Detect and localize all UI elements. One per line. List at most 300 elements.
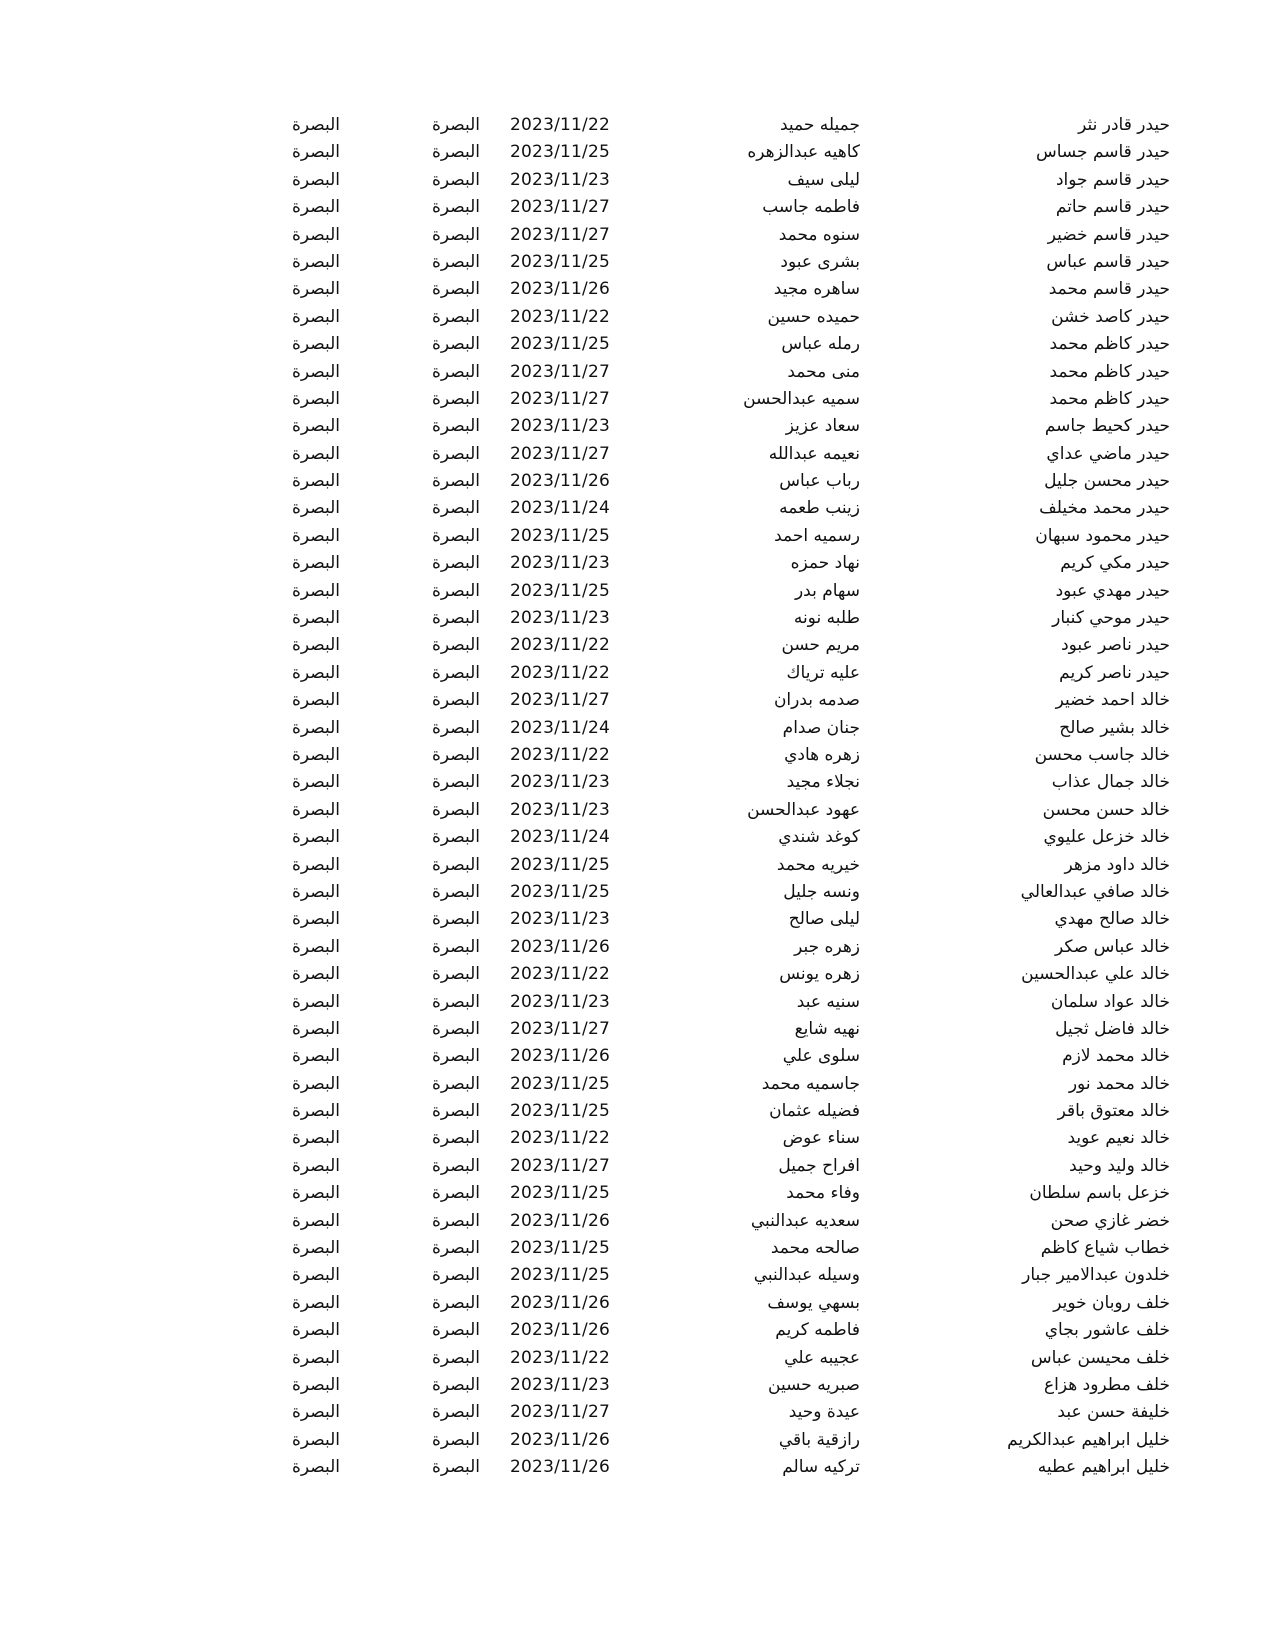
city-cell: البصرة (431, 279, 480, 300)
mother-name-cell: جاسميه محمد (761, 1073, 860, 1094)
person-name-cell: خالد داود مزهر (1064, 854, 1170, 875)
date-cell: 2023/11/22 (510, 306, 610, 327)
table-row (291, 386, 1180, 413)
person-name-cell: خليل ابراهيم عطيه (1037, 1457, 1170, 1478)
mother-name-cell: طلبه نونه (793, 608, 860, 629)
province-cell: البصرة (291, 443, 340, 464)
date-cell: 2023/11/25 (510, 334, 610, 355)
table-row (291, 769, 1180, 796)
person-name-cell: خالد وليد وحيد (1069, 1155, 1170, 1176)
province-cell: البصرة (291, 416, 340, 437)
person-name-cell: خالد احمد خضير (1055, 690, 1170, 711)
city-cell: البصرة (431, 1183, 480, 1204)
table-row (291, 359, 1180, 386)
mother-name-cell: نعيمه عبدالله (768, 443, 860, 464)
date-cell: 2023/11/22 (510, 662, 610, 683)
mother-name-cell: صدمه بدران (773, 690, 860, 711)
city-cell: البصرة (431, 471, 480, 492)
province-cell: البصرة (291, 306, 340, 327)
city-cell: البصرة (431, 608, 480, 629)
table-row (291, 742, 1180, 769)
province-cell: البصرة (291, 854, 340, 875)
mother-name-cell: ليلى صالح (788, 909, 860, 930)
person-name-cell: خطاب شياع كاظم (1040, 1238, 1170, 1259)
mother-name-cell: سهام بدر (794, 580, 860, 601)
table-row (291, 906, 1180, 933)
mother-name-cell: فاطمه كريم (775, 1320, 860, 1341)
date-cell: 2023/11/25 (510, 881, 610, 902)
city-cell: البصرة (431, 416, 480, 437)
table-row (291, 824, 1180, 851)
date-cell: 2023/11/26 (510, 1429, 610, 1450)
date-cell: 2023/11/27 (510, 197, 610, 218)
person-name-cell: خالد محمد لازم (1062, 1046, 1170, 1067)
person-name-cell: خزعل باسم سلطان (1029, 1183, 1170, 1204)
mother-name-cell: سلوى علي (782, 1046, 860, 1067)
table-row (291, 1098, 1180, 1125)
person-name-cell: خالد بشير صالح (1059, 717, 1170, 738)
person-name-cell: خالد علي عبدالحسين (1021, 964, 1170, 985)
mother-name-cell: تركيه سالم (782, 1457, 860, 1478)
city-cell: البصرة (431, 1347, 480, 1368)
mother-name-cell: فضيله عثمان (769, 1101, 860, 1122)
person-name-cell: خلف روبان خوير (1053, 1292, 1170, 1313)
mother-name-cell: عليه ترياك (786, 662, 860, 683)
city-cell: البصرة (431, 1155, 480, 1176)
province-cell: البصرة (291, 471, 340, 492)
table-row (291, 660, 1180, 687)
person-name-cell: حيدر ماضي عداي (1046, 443, 1170, 464)
province-cell: البصرة (291, 1128, 340, 1149)
date-cell: 2023/11/25 (510, 1238, 610, 1259)
province-cell: البصرة (291, 1429, 340, 1450)
mother-name-cell: خيريه محمد (776, 854, 860, 875)
person-name-cell: حيدر قاسم خضير (1047, 224, 1170, 245)
city-cell: البصرة (431, 251, 480, 272)
date-cell: 2023/11/25 (510, 580, 610, 601)
city-cell: البصرة (431, 881, 480, 902)
table-row (291, 1208, 1180, 1235)
mother-name-cell: سعاد عزيز (785, 416, 860, 437)
date-cell: 2023/11/26 (510, 471, 610, 492)
city-cell: البصرة (431, 1265, 480, 1286)
mother-name-cell: زهره جبر (794, 936, 860, 957)
mother-name-cell: زهره هادي (784, 744, 860, 765)
person-name-cell: حيدر كاظم محمد (1049, 361, 1170, 382)
date-cell: 2023/11/23 (510, 799, 610, 820)
date-cell: 2023/11/22 (510, 1347, 610, 1368)
table-row (291, 139, 1180, 166)
mother-name-cell: وفاء محمد (786, 1183, 860, 1204)
date-cell: 2023/11/27 (510, 361, 610, 382)
person-name-cell: حيدر قاسم جواد (1055, 169, 1170, 190)
table-row (291, 1180, 1180, 1207)
city-cell: البصرة (431, 1101, 480, 1122)
province-cell: البصرة (291, 580, 340, 601)
city-cell: البصرة (431, 443, 480, 464)
province-cell: البصرة (291, 909, 340, 930)
person-name-cell: خالد صالح مهدي (1054, 909, 1170, 930)
person-name-cell: حيدر قاسم عباس (1046, 251, 1170, 272)
city-cell: البصرة (431, 1128, 480, 1149)
person-name-cell: خالد جاسب محسن (1034, 744, 1170, 765)
province-cell: البصرة (291, 498, 340, 519)
date-cell: 2023/11/25 (510, 142, 610, 163)
city-cell: البصرة (431, 197, 480, 218)
city-cell: البصرة (431, 361, 480, 382)
mother-name-cell: رمله عباس (781, 334, 860, 355)
mother-name-cell: زينب طعمه (779, 498, 860, 519)
date-cell: 2023/11/22 (510, 964, 610, 985)
mother-name-cell: بسهي يوسف (767, 1292, 860, 1313)
mother-name-cell: ليلى سيف (787, 169, 860, 190)
mother-name-cell: سناء عوض (782, 1128, 860, 1149)
mother-name-cell: وسيله عبدالنبي (753, 1265, 860, 1286)
table-row (291, 468, 1180, 495)
province-cell: البصرة (291, 1347, 340, 1368)
date-cell: 2023/11/23 (510, 1374, 610, 1395)
province-cell: البصرة (291, 608, 340, 629)
city-cell: البصرة (431, 854, 480, 875)
table-row (291, 331, 1180, 358)
table-row (291, 715, 1180, 742)
date-cell: 2023/11/27 (510, 690, 610, 711)
date-cell: 2023/11/27 (510, 443, 610, 464)
province-cell: البصرة (291, 991, 340, 1012)
mother-name-cell: صالحه محمد (770, 1238, 860, 1259)
table-row (291, 852, 1180, 879)
person-name-cell: حيدر قاسم جساس (1035, 142, 1170, 163)
mother-name-cell: نهاد حمزه (790, 553, 860, 574)
table-row (291, 249, 1180, 276)
person-name-cell: حيدر ناصر كريم (1059, 662, 1170, 683)
city-cell: البصرة (431, 991, 480, 1012)
mother-name-cell: سنيه عبد (796, 991, 860, 1012)
table-row (291, 441, 1180, 468)
person-name-cell: خالد صافي عبدالعالي (1020, 881, 1170, 902)
mother-name-cell: سعديه عبدالنبي (750, 1210, 860, 1231)
date-cell: 2023/11/23 (510, 991, 610, 1012)
province-cell: البصرة (291, 1046, 340, 1067)
table-row (291, 1235, 1180, 1262)
province-cell: البصرة (291, 964, 340, 985)
date-cell: 2023/11/27 (510, 1018, 610, 1039)
province-cell: البصرة (291, 1292, 340, 1313)
person-name-cell: خالد نعيم عويد (1067, 1128, 1170, 1149)
city-cell: البصرة (431, 1457, 480, 1478)
mother-name-cell: كوغد شندي (778, 827, 860, 848)
date-cell: 2023/11/27 (510, 1402, 610, 1423)
person-name-cell: حيدر مهدي عبود (1055, 580, 1170, 601)
province-cell: البصرة (291, 279, 340, 300)
table-row (291, 687, 1180, 714)
table-row (291, 961, 1180, 988)
mother-name-cell: جميله حميد (779, 115, 860, 135)
province-cell: البصرة (291, 717, 340, 738)
city-cell: البصرة (431, 827, 480, 848)
person-name-cell: حيدر قادر نثر (1078, 115, 1170, 135)
province-cell: البصرة (291, 169, 340, 190)
mother-name-cell: بشرى عبود (780, 251, 860, 272)
province-cell: البصرة (291, 525, 340, 546)
person-name-cell: خالد معتوق باقر (1057, 1101, 1170, 1122)
table-row (291, 1290, 1180, 1317)
person-name-cell: خالد محمد نور (1068, 1073, 1170, 1094)
date-cell: 2023/11/26 (510, 1046, 610, 1067)
city-cell: البصرة (431, 1018, 480, 1039)
table-row (291, 413, 1180, 440)
table-row (291, 578, 1180, 605)
city-cell: البصرة (431, 1238, 480, 1259)
person-name-cell: حيدر محمود سبهان (1035, 525, 1170, 546)
person-name-cell: خضر غازي صحن (1050, 1210, 1170, 1231)
table-row (291, 934, 1180, 961)
mother-name-cell: عجيبه علي (784, 1347, 860, 1368)
city-cell: البصرة (431, 690, 480, 711)
province-cell: البصرة (291, 1073, 340, 1094)
table-row (291, 304, 1180, 331)
province-cell: البصرة (291, 799, 340, 820)
city-cell: البصرة (431, 388, 480, 409)
province-cell: البصرة (291, 662, 340, 683)
date-cell: 2023/11/22 (510, 115, 610, 135)
city-cell: البصرة (431, 525, 480, 546)
mother-name-cell: رباب عباس (779, 471, 860, 492)
province-cell: البصرة (291, 1018, 340, 1039)
province-cell: البصرة (291, 361, 340, 382)
province-cell: البصرة (291, 1374, 340, 1395)
date-cell: 2023/11/24 (510, 498, 610, 519)
person-name-cell: خليل ابراهيم عبدالكريم (1007, 1429, 1170, 1450)
date-cell: 2023/11/26 (510, 1292, 610, 1313)
date-cell: 2023/11/26 (510, 1457, 610, 1478)
person-name-cell: خالد فاضل ثجيل (1055, 1018, 1170, 1039)
city-cell: البصرة (431, 1292, 480, 1313)
date-cell: 2023/11/25 (510, 1101, 610, 1122)
mother-name-cell: نجلاء مجيد (786, 772, 860, 793)
mother-name-cell: مريم حسن (781, 635, 860, 656)
table-row (291, 194, 1180, 221)
person-name-cell: حيدر كاصد خشن (1051, 306, 1170, 327)
date-cell: 2023/11/22 (510, 744, 610, 765)
mother-name-cell: عهود عبدالحسن (747, 799, 860, 820)
mother-name-cell: زهره يونس (779, 964, 860, 985)
records-table (291, 112, 1180, 1482)
mother-name-cell: رازقية باقي (778, 1429, 860, 1450)
person-name-cell: خلف عاشور بجاي (1044, 1320, 1170, 1341)
person-name-cell: حيدر مكي كريم (1060, 553, 1170, 574)
city-cell: البصرة (431, 334, 480, 355)
city-cell: البصرة (431, 142, 480, 163)
city-cell: البصرة (431, 1210, 480, 1231)
province-cell: البصرة (291, 936, 340, 957)
city-cell: البصرة (431, 936, 480, 957)
date-cell: 2023/11/26 (510, 936, 610, 957)
province-cell: البصرة (291, 1402, 340, 1423)
table-row (291, 1427, 1180, 1454)
city-cell: البصرة (431, 662, 480, 683)
province-cell: البصرة (291, 827, 340, 848)
person-name-cell: حيدر محسن جليل (1044, 471, 1170, 492)
date-cell: 2023/11/27 (510, 388, 610, 409)
table-row (291, 1153, 1180, 1180)
city-cell: البصرة (431, 169, 480, 190)
city-cell: البصرة (431, 115, 480, 135)
table-row (291, 1399, 1180, 1426)
province-cell: البصرة (291, 1210, 340, 1231)
mother-name-cell: سميه عبدالحسن (743, 388, 860, 409)
person-name-cell: حيدر كاظم محمد (1049, 388, 1170, 409)
date-cell: 2023/11/25 (510, 1265, 610, 1286)
date-cell: 2023/11/23 (510, 553, 610, 574)
table-row (291, 989, 1180, 1016)
province-cell: البصرة (291, 142, 340, 163)
table-row (291, 1125, 1180, 1152)
mother-name-cell: ونسه جليل (783, 881, 860, 902)
province-cell: البصرة (291, 1320, 340, 1341)
mother-name-cell: افراح جميل (778, 1155, 860, 1176)
province-cell: البصرة (291, 1155, 340, 1176)
city-cell: البصرة (431, 1374, 480, 1395)
person-name-cell: حيدر ناصر عبود (1061, 635, 1170, 656)
table-row (291, 495, 1180, 522)
table-row (291, 1372, 1180, 1399)
date-cell: 2023/11/26 (510, 1210, 610, 1231)
person-name-cell: خليفة حسن عبد (1057, 1402, 1170, 1423)
mother-name-cell: نهيه شايع (794, 1018, 860, 1039)
city-cell: البصرة (431, 635, 480, 656)
city-cell: البصرة (431, 1320, 480, 1341)
person-name-cell: حيدر كحيط جاسم (1044, 416, 1170, 437)
province-cell: البصرة (291, 772, 340, 793)
date-cell: 2023/11/25 (510, 525, 610, 546)
date-cell: 2023/11/25 (510, 1073, 610, 1094)
person-name-cell: خلف مطرود هزاع (1044, 1374, 1170, 1395)
province-cell: البصرة (291, 388, 340, 409)
person-name-cell: خالد عواد سلمان (1050, 991, 1170, 1012)
mother-name-cell: حميده حسين (767, 306, 860, 327)
date-cell: 2023/11/25 (510, 251, 610, 272)
mother-name-cell: عيدة وحيد (788, 1402, 860, 1423)
mother-name-cell: فاطمه جاسب (762, 197, 860, 218)
date-cell: 2023/11/27 (510, 1155, 610, 1176)
province-cell: البصرة (291, 1101, 340, 1122)
table-row (291, 1317, 1180, 1344)
date-cell: 2023/11/23 (510, 416, 610, 437)
mother-name-cell: سنوه محمد (778, 224, 860, 245)
table-row (291, 1043, 1180, 1070)
province-cell: البصرة (291, 334, 340, 355)
table-row (291, 632, 1180, 659)
mother-name-cell: صبريه حسين (768, 1374, 860, 1395)
province-cell: البصرة (291, 553, 340, 574)
mother-name-cell: جنان صدام (782, 717, 860, 738)
city-cell: البصرة (431, 1046, 480, 1067)
city-cell: البصرة (431, 909, 480, 930)
province-cell: البصرة (291, 744, 340, 765)
province-cell: البصرة (291, 1183, 340, 1204)
date-cell: 2023/11/25 (510, 854, 610, 875)
city-cell: البصرة (431, 717, 480, 738)
table-row (291, 797, 1180, 824)
city-cell: البصرة (431, 580, 480, 601)
city-cell: البصرة (431, 498, 480, 519)
mother-name-cell: ساهره مجيد (773, 279, 860, 300)
city-cell: البصرة (431, 1402, 480, 1423)
city-cell: البصرة (431, 1429, 480, 1450)
province-cell: البصرة (291, 197, 340, 218)
person-name-cell: خالد حسن محسن (1042, 799, 1170, 820)
city-cell: البصرة (431, 306, 480, 327)
date-cell: 2023/11/26 (510, 1320, 610, 1341)
city-cell: البصرة (431, 799, 480, 820)
city-cell: البصرة (431, 1073, 480, 1094)
table-row (291, 167, 1180, 194)
table-row (291, 1016, 1180, 1043)
province-cell: البصرة (291, 115, 340, 135)
mother-name-cell: كاهيه عبدالزهره (747, 142, 860, 163)
table-row (291, 1262, 1180, 1289)
table-row (291, 879, 1180, 906)
table-row (291, 1345, 1180, 1372)
table-row (291, 550, 1180, 577)
date-cell: 2023/11/23 (510, 909, 610, 930)
date-cell: 2023/11/23 (510, 169, 610, 190)
person-name-cell: خالد خزعل عليوي (1043, 827, 1170, 848)
person-name-cell: حيدر موحي كنبار (1052, 608, 1170, 629)
person-name-cell: خلدون عبدالامير جبار (1022, 1265, 1170, 1286)
person-name-cell: خالد جمال عذاب (1051, 772, 1170, 793)
province-cell: البصرة (291, 1238, 340, 1259)
date-cell: 2023/11/24 (510, 827, 610, 848)
city-cell: البصرة (431, 772, 480, 793)
province-cell: البصرة (291, 635, 340, 656)
person-name-cell: خالد عباس صكر (1054, 936, 1170, 957)
date-cell: 2023/11/22 (510, 635, 610, 656)
city-cell: البصرة (431, 964, 480, 985)
province-cell: البصرة (291, 1265, 340, 1286)
city-cell: البصرة (431, 744, 480, 765)
person-name-cell: حيدر محمد مخيلف (1039, 498, 1170, 519)
date-cell: 2023/11/27 (510, 224, 610, 245)
mother-name-cell: منى محمد (787, 361, 860, 382)
table-row (291, 1071, 1180, 1098)
table-row (291, 1454, 1180, 1481)
table-row (291, 605, 1180, 632)
date-cell: 2023/11/26 (510, 279, 610, 300)
person-name-cell: خلف محيسن عباس (1030, 1347, 1170, 1368)
table-row (291, 112, 1180, 139)
person-name-cell: حيدر كاظم محمد (1049, 334, 1170, 355)
province-cell: البصرة (291, 251, 340, 272)
person-name-cell: حيدر قاسم حاتم (1055, 197, 1170, 218)
date-cell: 2023/11/22 (510, 1128, 610, 1149)
province-cell: البصرة (291, 690, 340, 711)
province-cell: البصرة (291, 881, 340, 902)
date-cell: 2023/11/23 (510, 608, 610, 629)
date-cell: 2023/11/23 (510, 772, 610, 793)
table-row (291, 523, 1180, 550)
person-name-cell: حيدر قاسم محمد (1048, 279, 1170, 300)
mother-name-cell: رسميه احمد (774, 525, 860, 546)
date-cell: 2023/11/25 (510, 1183, 610, 1204)
province-cell: البصرة (291, 1457, 340, 1478)
table-row (291, 276, 1180, 303)
table-row (291, 222, 1180, 249)
city-cell: البصرة (431, 553, 480, 574)
province-cell: البصرة (291, 224, 340, 245)
city-cell: البصرة (431, 224, 480, 245)
